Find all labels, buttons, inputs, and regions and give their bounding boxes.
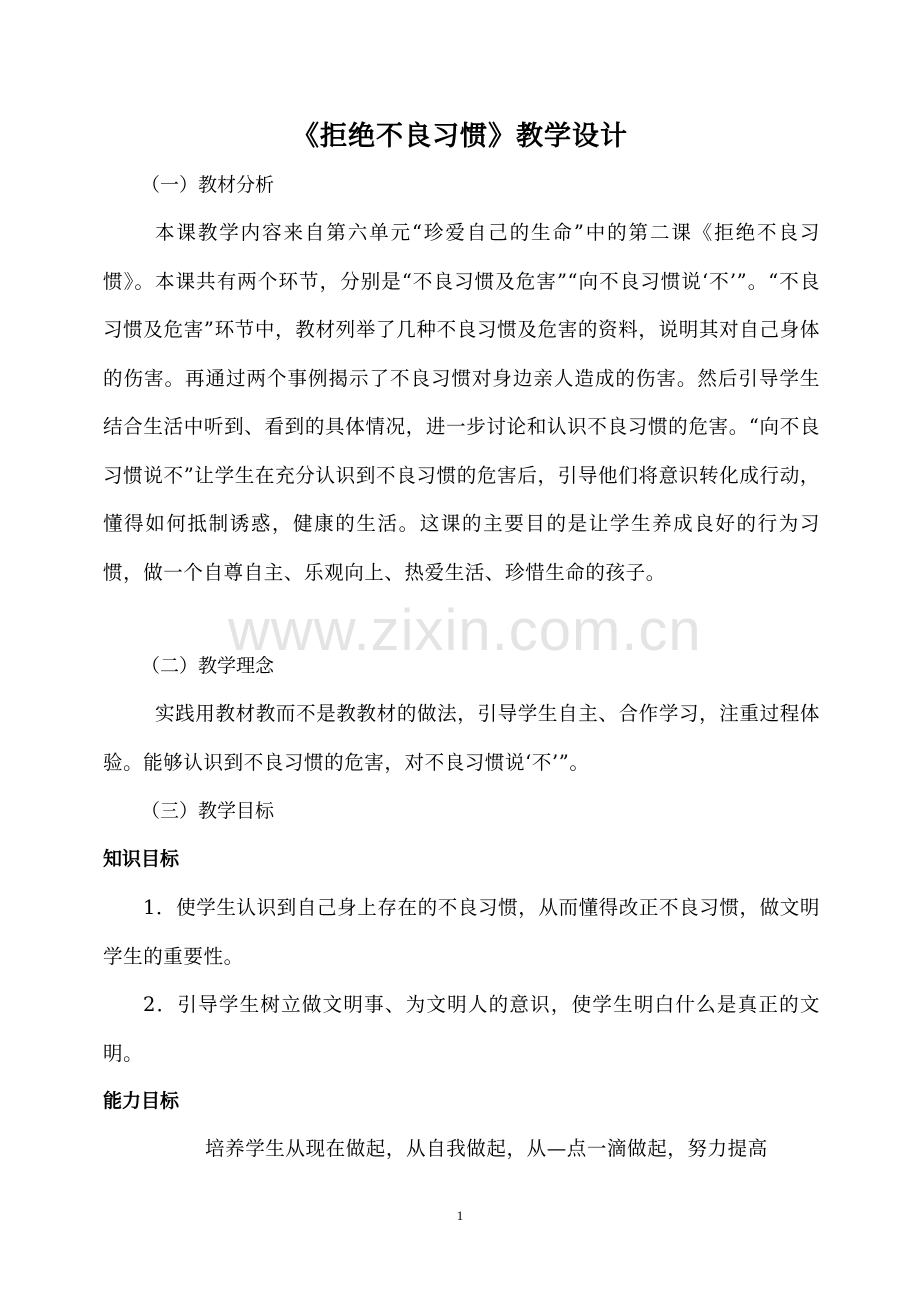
page-number: 1: [456, 1208, 464, 1223]
section-heading-teaching-goals: （三）教学目标: [141, 800, 275, 822]
teaching-philosophy-paragraph: 实践用教材教而不是教教材的做法，引导学生自主、合作学习，注重过程体验。能够认识到不良习惯的危害，对不良习惯说‘不’”。: [103, 702, 820, 774]
ability-goals-paragraph: 培养学生从现在做起，从自我做起，从—点一滴做起，努力提高: [205, 1137, 768, 1160]
knowledge-goal-item-2: 2．引导学生树立做文明事、为文明人的意识，使学生明白什么是真正的文明。: [103, 993, 820, 1065]
knowledge-goals-heading: 知识目标: [103, 848, 180, 870]
knowledge-goal-item-1: 1．使学生认识到自己身上存在的不良习惯，从而懂得改正不良习惯，做文明学生的重要性。: [103, 896, 820, 968]
document-title: 《拒绝不良习惯》教学设计: [292, 121, 628, 152]
section-heading-material-analysis: （一）教材分析: [141, 174, 275, 196]
material-analysis-paragraph: 本课教学内容来自第六单元“珍爱自己的生命”中的第二课《拒绝不良习惯》。本课共有两个环节，分别是“不良习惯及危害”“向不良习惯说‘不’”。“不良习惯及危害”环节中，教材列举了几种不良习惯及危害的资料，说明其对自己身体的伤害。再通过两个事例揭示了不良习惯对身边亲人造成的伤害。然后引导学生结合生活中听到、看到的具体情况，进一步讨论和认识不良习惯的危害。“向不良习惯说不”让学生在充分认识到不良习惯的危害后，引导他们将意识转化成行动，懂得如何抵制诱惑，健康的生活。这课的主要目的是让学生养成良好的行为习惯，做一个自尊自主、乐观向上、热爱生活、珍惜生命的孩子。: [103, 221, 820, 584]
ability-goals-heading: 能力目标: [103, 1090, 180, 1112]
section-heading-teaching-philosophy: （二）教学理念: [141, 655, 275, 677]
watermark: www.zixin.com.cn: [228, 598, 702, 663]
